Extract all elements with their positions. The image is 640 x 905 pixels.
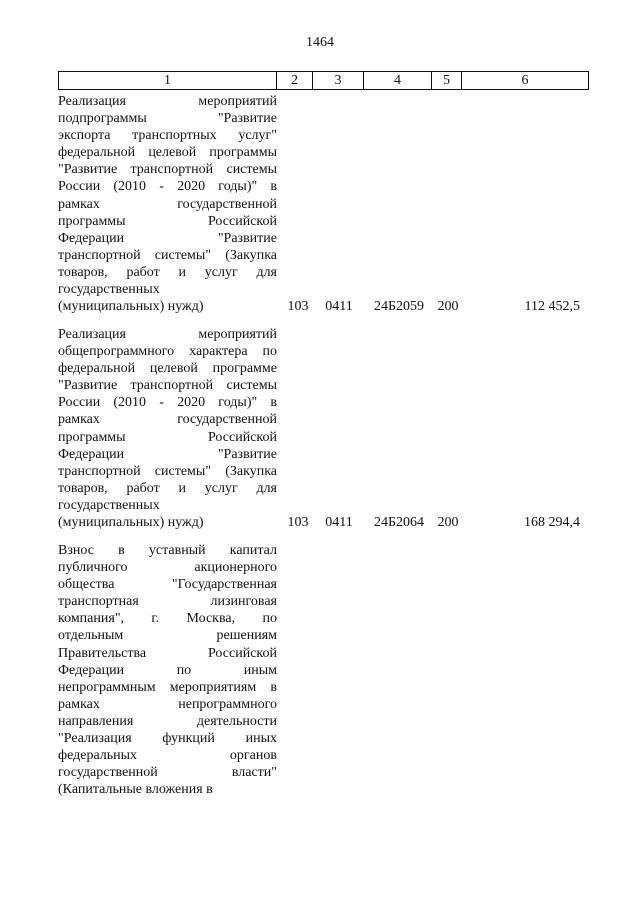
description-line: транспортной системы" (Закупка	[58, 463, 277, 479]
description-line: отдельным решениям	[58, 628, 277, 644]
description-line: рамках государственной	[58, 196, 277, 212]
description-line: программы Российской	[58, 429, 277, 445]
description-line: направления деятельности	[58, 713, 277, 729]
section-code: 0411	[325, 515, 353, 530]
description-line: России (2010 - 2020 годы)" в	[58, 395, 277, 411]
row-description	[58, 93, 277, 315]
column-header-row	[58, 71, 589, 90]
section-code: 0411	[325, 299, 353, 314]
target-item-code: 24Б2064	[373, 515, 425, 530]
description-line: (Капитальные вложения в	[58, 782, 213, 798]
table-row	[58, 326, 598, 536]
row-description	[58, 326, 277, 531]
amount-value: 168 294,4	[524, 515, 580, 530]
column-header-2: 2	[277, 72, 313, 90]
ministry-code: 103	[287, 299, 309, 314]
column-header-3: 3	[313, 72, 364, 90]
description-line: компания", г. Москва, по	[58, 611, 277, 627]
description-line: Реализация мероприятий	[58, 327, 277, 342]
column-header-4: 4	[364, 72, 432, 90]
expense-type-code: 200	[437, 299, 459, 314]
description-line: федеральной целевой программе	[58, 361, 277, 377]
description-line: Федерации "Развитие	[58, 446, 277, 462]
amount-value: 112 452,5	[524, 299, 580, 314]
description-line: "Развитие транспортной системы	[58, 162, 277, 178]
ministry-code: 103	[287, 515, 309, 530]
description-line: Взнос в уставный капитал	[58, 543, 277, 558]
description-line: "Реализация функций иных	[58, 731, 277, 747]
page-number: 1464	[306, 35, 334, 50]
description-line: Реализация мероприятий	[58, 94, 277, 109]
description-line: транспортной системы" (Закупка	[58, 247, 277, 263]
description-line: рамках непрограммного	[58, 696, 277, 712]
description-line: "Развитие транспортной системы	[58, 378, 277, 394]
table-row	[58, 542, 598, 807]
description-line: общепрограммного характера по	[58, 344, 277, 360]
description-line: государственных	[58, 497, 160, 513]
description-line: Правительства Российской	[58, 645, 277, 661]
description-line: Федерации по иным	[58, 662, 277, 678]
description-line: непрограммным мероприятиям в	[58, 679, 277, 695]
description-line: федеральных органов	[58, 748, 277, 764]
description-line: подпрограммы "Развитие	[58, 111, 277, 127]
description-line: государственной власти"	[58, 765, 277, 781]
description-line: (муниципальных) нужд)	[58, 299, 204, 315]
column-header-1: 1	[59, 72, 277, 90]
target-item-code: 24Б2059	[373, 299, 425, 314]
table-row	[58, 93, 598, 323]
expense-type-code: 200	[437, 515, 459, 530]
row-description	[58, 542, 277, 798]
description-line: рамках государственной	[58, 412, 277, 428]
description-line: товаров, работ и услуг для	[58, 480, 277, 496]
description-line: (муниципальных) нужд)	[58, 515, 204, 531]
description-line: России (2010 - 2020 годы)" в	[58, 179, 277, 195]
column-header-5: 5	[432, 72, 462, 90]
column-header-6: 6	[462, 72, 589, 90]
description-line: общества "Государственная	[58, 577, 277, 593]
description-line: программы Российской	[58, 213, 277, 229]
description-line: публичного акционерного	[58, 560, 277, 576]
description-line: Федерации "Развитие	[58, 230, 277, 246]
description-line: государственных	[58, 282, 160, 298]
description-line: экспорта транспортных услуг"	[58, 128, 277, 144]
description-line: федеральной целевой программы	[58, 145, 277, 161]
description-line: транспортная лизинговая	[58, 594, 277, 610]
description-line: товаров, работ и услуг для	[58, 264, 277, 280]
